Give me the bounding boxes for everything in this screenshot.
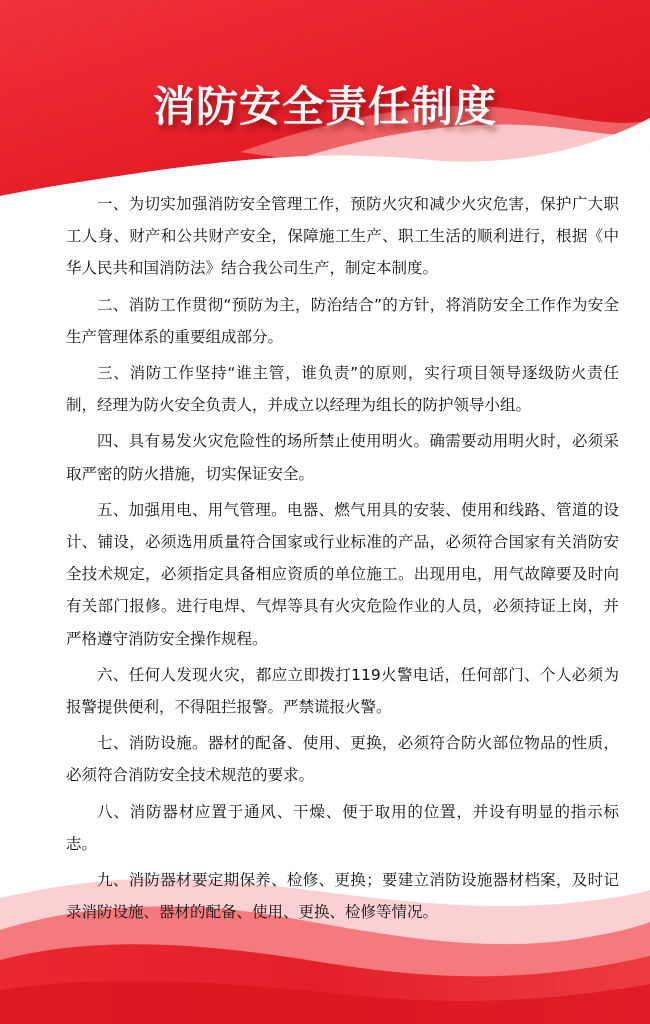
clause-3: 三、消防工作坚持“谁主管，谁负责”的原则，实行项目领导逐级防火责任制，经理为防火安全负责人，并成立以经理为组长的防护领导小组。 (66, 364, 619, 415)
regulation-body (66, 188, 619, 932)
clause-9: 九、消防器材要定期保养、检修、更换；要建立消防设施器材档案，及时记录消防设施、器材的配备、使用、更换、检修等情况。 (66, 871, 619, 922)
page-title: 消防安全责任制度 (152, 82, 497, 131)
clause-8: 八、消防器材应置于通风、干燥、便于取用的位置，并设有明显的指示标志。 (66, 802, 619, 853)
clause-1: 一、为切实加强消防安全管理工作，预防火灾和减少火灾危害，保护广大职工人身、财产和公共财产安全，保障施工生产、职工生活的顺利进行，根据《中华人民共和国消防法》结合我公司生产，制定本制度。 (66, 195, 619, 278)
clause-2: 二、消防工作贯彻“预防为主，防治结合”的方针，将消防安全工作作为安全生产管理体系的重要组成部分。 (66, 295, 619, 346)
clause-4: 四、具有易发火灾危险性的场所禁止使用明火。确需要动用明火时，必须采取严密的防火措施，切实保证安全。 (66, 432, 619, 483)
clause-7: 七、消防设施。器材的配备、使用、更换，必须符合防火部位物品的性质，必须符合消防安全技术规范的要求。 (66, 734, 619, 785)
clause-5: 五、加强用电、用气管理。电器、燃气用具的安装、使用和线路、管道的设计、铺设，必须选用质量符合国家或行业标准的产品，必须符合国家有关消防安全技术规定，必须指定具备相应资质的单位施工。出现用电，用气故障要及时向有关部门报修。进行电焊、气焊等具有火灾危险作业的人员，必须持证上岗，并严格遵守消防安全操作规程。 (66, 500, 619, 648)
clause-6: 六、任何人发现火灾，都应立即拨打119火警电话，任何部门、个人必须为报警提供便利，不得阻拦报警。严禁谎报火警。 (66, 665, 619, 717)
